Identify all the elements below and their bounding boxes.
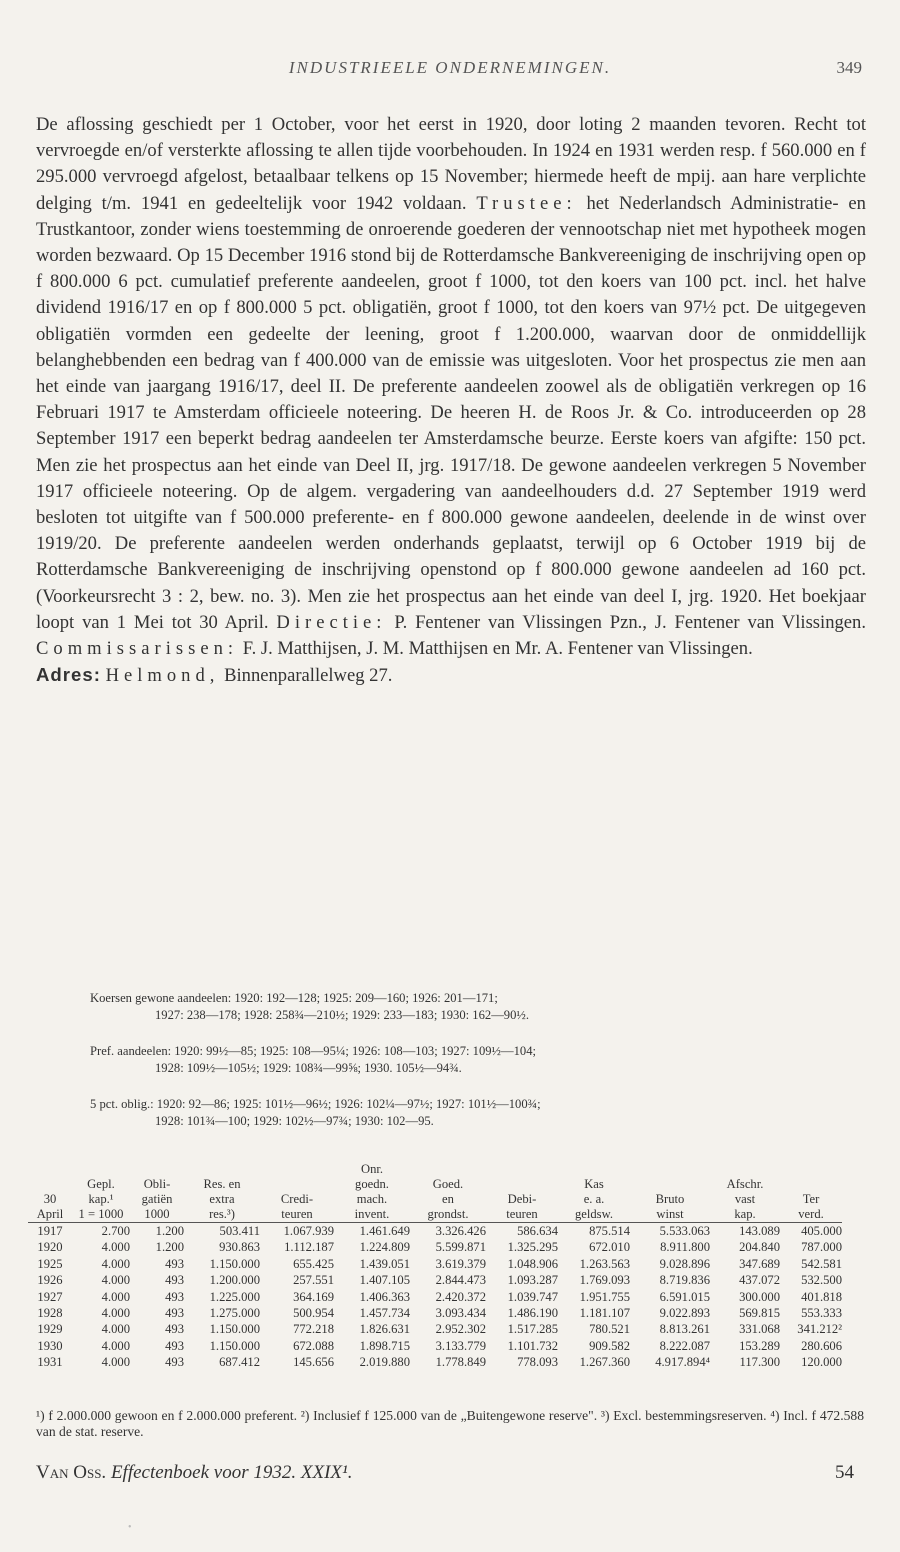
table-cell: 1.826.631 <box>359 1322 410 1337</box>
table-cell: 8.911.800 <box>660 1240 710 1255</box>
table-cell: 1.200 <box>155 1224 184 1238</box>
table-cell: 672.010 <box>589 1240 630 1255</box>
column-header <box>28 1162 72 1223</box>
financial-table <box>28 1162 842 1371</box>
table-cell: 1.898.715 <box>359 1338 410 1353</box>
table-cell: 4.917.894⁴ <box>655 1355 710 1370</box>
quote-line: Pref. aandeelen: 1920: 99½—85; 1925: 108—95¼; 1926: 108—103; 1927: 109½—104; <box>90 1044 536 1058</box>
table-row <box>28 1239 842 1255</box>
column-header <box>558 1162 630 1223</box>
adres-street: Binnenparallelweg 27. <box>224 665 393 687</box>
table-cell: 772.218 <box>293 1322 334 1337</box>
table-cell: 655.425 <box>293 1256 334 1271</box>
table-cell: 1.769.093 <box>579 1273 630 1288</box>
table-cell: 930.863 <box>219 1240 260 1255</box>
column-header-line: Credi- <box>280 1192 314 1206</box>
column-header-line: Gepl. <box>87 1177 115 1191</box>
financial-table-container <box>28 1162 872 1371</box>
column-header-line: geldsw. <box>574 1207 613 1221</box>
table-cell: 5.533.063 <box>659 1224 710 1238</box>
table-cell: 493 <box>165 1306 184 1321</box>
running-title: INDUSTRIEELE ONDERNEMINGEN. <box>288 58 612 77</box>
adres-city: Helmond, <box>105 665 220 687</box>
table-cell: 9.028.896 <box>659 1256 710 1271</box>
table-cell: 1.275.000 <box>209 1306 260 1321</box>
table-cell: 5.599.871 <box>435 1240 486 1255</box>
column-header-line: teuren <box>506 1207 538 1221</box>
table-cell: 2.700 <box>101 1224 130 1238</box>
table-cell: 3.093.434 <box>435 1306 486 1321</box>
table-cell: 909.582 <box>589 1338 630 1353</box>
table-cell: 331.068 <box>739 1322 780 1337</box>
footer-volume: XXIX¹. <box>300 1462 353 1483</box>
table-cell: 1.150.000 <box>209 1322 260 1337</box>
table-row <box>28 1338 842 1354</box>
paragraph-amortisation: De aflossing geschiedt per 1 October, voor het eerst in 1920, door loting 2 maanden tevoren. Recht tot vervroegde en/of versterkte aflossing te allen tijde voorbehouden. In 1924 en 1931 werden resp. f 560.000 en f 295.000 vervroegd afgelost, betaalbaar telkens op 15 November; hiermede heeft de mpij. aan hare verplichte delging t/m. 1941 en gedeeltelijk voor 1942 voldaan. <box>36 114 866 214</box>
column-header-line: vast <box>734 1192 756 1206</box>
quote-pref-aandeelen <box>60 1043 860 1077</box>
year-cell: 1925 <box>37 1256 63 1271</box>
table-cell: 1.093.287 <box>507 1273 558 1288</box>
column-header <box>184 1162 260 1223</box>
column-header-line: mach. <box>356 1192 388 1206</box>
column-header-line: winst <box>656 1207 684 1221</box>
table-cell: 8.813.261 <box>659 1322 710 1337</box>
table-cell: 875.514 <box>589 1224 630 1238</box>
column-header-line: extra <box>209 1192 235 1206</box>
column-header-line: en <box>442 1192 454 1206</box>
table-cell: 4.000 <box>101 1322 130 1337</box>
column-header-line: Kas <box>584 1177 604 1191</box>
table-cell: 1.406.363 <box>359 1289 410 1304</box>
table-cell: 672.088 <box>293 1338 334 1353</box>
table-cell: 1.101.732 <box>507 1338 558 1353</box>
page-number: 349 <box>836 58 862 77</box>
year-cell: 1927 <box>37 1289 63 1304</box>
column-header-line: goedn. <box>355 1177 389 1191</box>
directie-names: P. Fentener van Vlissingen Pzn., J. Fentener van Vlissingen. <box>394 611 866 633</box>
table-cell: 2.420.372 <box>435 1289 486 1304</box>
commissarissen-names: F. J. Matthijsen, J. M. Matthijsen en Mr. A. Fentener van Vlissingen. <box>242 638 753 660</box>
table-cell: 1.267.360 <box>579 1355 630 1370</box>
table-cell: 1.224.809 <box>359 1240 410 1255</box>
price-quotations <box>60 990 860 1149</box>
table-cell: 8.719.836 <box>659 1273 710 1288</box>
column-header-line: Onr. <box>360 1162 384 1176</box>
column-header <box>486 1162 558 1223</box>
table-cell: 2.952.302 <box>435 1322 486 1337</box>
table-cell: 1.150.000 <box>209 1256 260 1271</box>
table-cell: 257.551 <box>293 1273 334 1288</box>
table-cell: 493 <box>165 1273 184 1288</box>
description-paragraph <box>36 112 866 662</box>
quote-line: 1928: 101¾—100; 1929: 102½—97¾; 1930: 102—95. <box>155 1114 434 1128</box>
table-cell: 4.000 <box>101 1256 130 1271</box>
table-row <box>28 1321 842 1337</box>
column-header-line: e. a. <box>583 1192 605 1206</box>
table-cell: 1.200.000 <box>209 1273 260 1288</box>
table-cell: 8.222.087 <box>659 1338 710 1353</box>
table-cell: 405.000 <box>801 1224 842 1238</box>
table-cell: 532.500 <box>801 1273 842 1288</box>
footer-source: Van Oss. <box>36 1462 107 1483</box>
quote-obligaties <box>60 1096 860 1130</box>
table-cell: 4.000 <box>101 1240 130 1255</box>
column-header-line: 1 = 1000 <box>78 1207 124 1221</box>
column-header-line: Ter <box>802 1192 820 1206</box>
page-header <box>0 58 900 88</box>
table-cell: 9.022.893 <box>659 1306 710 1321</box>
table-cell: 1.048.906 <box>507 1256 558 1271</box>
table-cell: 204.840 <box>739 1240 780 1255</box>
column-header-line: kap.¹ <box>88 1192 114 1206</box>
table-cell: 569.815 <box>739 1306 780 1321</box>
table-cell: 1.181.107 <box>579 1306 630 1321</box>
table-cell: 2.019.880 <box>359 1355 410 1370</box>
year-cell: 1930 <box>37 1338 63 1353</box>
footer-book-title: Effectenboek voor 1932. <box>110 1462 297 1483</box>
table-cell: 542.581 <box>801 1256 842 1271</box>
table-cell: 1.486.190 <box>507 1306 558 1321</box>
year-cell: 1926 <box>37 1273 63 1288</box>
table-cell: 1.067.939 <box>283 1224 334 1238</box>
table-cell: 347.689 <box>739 1256 780 1271</box>
table-cell: 493 <box>165 1338 184 1353</box>
column-header-line: 30 <box>43 1192 57 1206</box>
paper-speck: • <box>128 1522 132 1533</box>
table-cell: 1.263.563 <box>579 1256 630 1271</box>
table-cell: 364.169 <box>293 1289 334 1304</box>
column-header <box>410 1162 486 1223</box>
table-header-row <box>28 1162 842 1223</box>
quote-line: 1927: 238—178; 1928: 258¾—210½; 1929: 233—183; 1930: 162—90½. <box>155 1008 529 1022</box>
year-cell: 1931 <box>37 1355 63 1370</box>
column-header <box>72 1162 130 1223</box>
table-cell: 1.112.187 <box>284 1240 334 1255</box>
column-header-line: kap. <box>734 1207 756 1221</box>
directie-label: Directie: <box>276 611 387 633</box>
table-cell: 1.461.649 <box>359 1224 410 1238</box>
table-cell: 500.954 <box>293 1306 334 1321</box>
table-cell: 1.457.734 <box>359 1306 410 1321</box>
column-header-line: Debi- <box>507 1192 537 1206</box>
table-cell: 787.000 <box>801 1240 842 1255</box>
quote-line: 1928: 109½—105½; 1929: 108¾—99⅝; 1930. 105½—94¾. <box>155 1061 462 1075</box>
column-header <box>130 1162 184 1223</box>
table-cell: 145.656 <box>293 1355 334 1370</box>
table-row <box>28 1354 842 1370</box>
column-header-line: gatiën <box>141 1192 173 1206</box>
table-cell: 780.521 <box>589 1322 630 1337</box>
table-cell: 4.000 <box>101 1289 130 1304</box>
table-cell: 1.150.000 <box>209 1338 260 1353</box>
column-header <box>630 1162 710 1223</box>
table-cell: 586.634 <box>517 1224 558 1238</box>
table-cell: 300.000 <box>739 1289 780 1304</box>
year-cell: 1920 <box>37 1240 63 1255</box>
table-cell: 3.326.426 <box>435 1224 486 1238</box>
commissarissen-label: Commissarissen: <box>36 638 239 660</box>
table-cell: 280.606 <box>801 1338 842 1353</box>
quote-gewone-aandeelen <box>60 990 860 1024</box>
table-cell: 493 <box>165 1256 184 1271</box>
adres-label: Adres: <box>36 664 101 686</box>
table-cell: 1.200 <box>155 1240 184 1255</box>
column-header <box>334 1162 410 1223</box>
column-header <box>780 1162 842 1223</box>
table-cell: 117.300 <box>739 1355 780 1370</box>
table-cell: 341.212² <box>797 1322 842 1337</box>
table-cell: 687.412 <box>219 1355 260 1370</box>
column-header-line: Bruto <box>655 1192 685 1206</box>
column-header <box>260 1162 334 1223</box>
table-cell: 4.000 <box>101 1338 130 1353</box>
footnotes: ¹) f 2.000.000 gewoon en f 2.000.000 preferent. ²) Inclusief f 125.000 van de „Buitengewone reserve". ³) Excl. bestemmingsreserven. ⁴) Incl. f 472.588 van de stat. reserve. <box>36 1408 864 1439</box>
column-header-line: invent. <box>354 1207 390 1221</box>
column-header-line: Res. en <box>203 1177 241 1191</box>
table-cell: 401.818 <box>801 1289 842 1304</box>
table-cell: 3.133.779 <box>435 1338 486 1353</box>
table-cell: 493 <box>165 1322 184 1337</box>
trustee-label: Trustee: <box>476 192 577 214</box>
table-cell: 1.439.051 <box>359 1256 410 1271</box>
table-cell: 1.951.755 <box>579 1289 630 1304</box>
table-cell: 120.000 <box>801 1355 842 1370</box>
column-header-line: verd. <box>798 1207 824 1221</box>
table-cell: 1.039.747 <box>507 1289 558 1304</box>
table-cell: 1.407.105 <box>359 1273 410 1288</box>
table-cell: 4.000 <box>101 1273 130 1288</box>
table-row <box>28 1305 842 1321</box>
table-cell: 3.619.379 <box>435 1256 486 1271</box>
table-cell: 143.089 <box>739 1224 780 1238</box>
table-row <box>28 1223 842 1240</box>
table-cell: 1.517.285 <box>507 1322 558 1337</box>
column-header-line: April <box>36 1207 64 1221</box>
table-cell: 553.333 <box>801 1306 842 1321</box>
column-header-line: 1000 <box>144 1207 170 1221</box>
table-cell: 1.325.295 <box>507 1240 558 1255</box>
year-cell: 1917 <box>37 1224 63 1238</box>
footer-sheet-number: 54 <box>835 1462 854 1483</box>
column-header-line: Afschr. <box>726 1177 764 1191</box>
table-cell: 493 <box>165 1355 184 1370</box>
table-cell: 493 <box>165 1289 184 1304</box>
paragraph-trustee-history: het Nederlandsch Administratie- en Trustkantoor, zonder wiens toestemming de onroerende goederen der vennootschap niet met hypotheek mogen worden bezwaard. Op 15 December 1916 stond bij de Rotterdamsche Bankvereeniging de inschrijving open op f 800.000 6 pct. cumulatief preferente aandeelen, groot f 1000, tot den koers van 100 pct. incl. het halve dividend 1916/17 en op f 800.000 5 pct. obligatiën, groot f 1000, tot den koers van 97½ pct. De uitgegeven obligatiën vormden een gedeelte der leening, groot f 1.200.000, waarvan door de onmiddellijk belanghebbenden een bedrag van f 400.000 van de emissie was uitgesloten. Voor het prospectus zie men aan het einde van jaargang 1916/17, deel II. De preferente aandeelen zoowel als de obligatiën verkregen op 16 Februari 1917 te Amsterdam officieele noteering. De heeren H. de Roos Jr. & Co. introduceerden op 28 September 1917 een beperkt bedrag aandeelen ter Amsterdamsche beurze. Eerste koers van afgifte: 150 pct. Men zie het prospectus aan het einde van Deel II, jrg. 1917/18. De gewone aandeelen verkregen 5 November 1917 officieele noteering. Op de algem. vergadering van aandeelhouders d.d. 27 September 1919 werd besloten tot uitgifte van f 500.000 preferente- en f 800.000 gewone aandeelen, deelende in de winst over 1919/20. De preferente aandeelen werden onderhands geplaatst, terwijl op 6 October 1919 bij de Rotterdamsche Bankvereeniging de inschrijving openstond op f 800.000 gewone aandeelen ad 160 pct. (Voorkeursrecht 3 : 2, bew. no. 3). Men zie het prospectus aan het einde van deel I, jrg. 1920. Het boekjaar loopt van 1 Mei tot 30 April. <box>36 192 866 633</box>
quote-line: Koersen gewone aandeelen: 1920: 192—128; 1925: 209—160; 1926: 201—171; <box>90 991 498 1005</box>
table-cell: 1.225.000 <box>209 1289 260 1304</box>
table-cell: 778.093 <box>517 1355 558 1370</box>
table-cell: 6.591.015 <box>659 1289 710 1304</box>
column-header-line: grondst. <box>427 1207 469 1221</box>
table-cell: 4.000 <box>101 1355 130 1370</box>
table-cell: 437.072 <box>739 1273 780 1288</box>
table-cell: 2.844.473 <box>435 1273 486 1288</box>
column-header-line: Goed. <box>432 1177 464 1191</box>
quote-line: 5 pct. oblig.: 1920: 92—86; 1925: 101½—96½; 1926: 102¼—97½; 1927: 101½—100¾; <box>90 1097 541 1111</box>
column-header-line: Obli- <box>143 1177 171 1191</box>
table-row <box>28 1256 842 1272</box>
table-row <box>28 1289 842 1305</box>
table-cell: 153.289 <box>739 1338 780 1353</box>
column-header-line: teuren <box>281 1207 313 1221</box>
page-footer <box>36 1462 864 1484</box>
table-cell: 503.411 <box>219 1224 260 1238</box>
year-cell: 1929 <box>37 1322 63 1337</box>
column-header <box>710 1162 780 1223</box>
table-cell: 4.000 <box>101 1306 130 1321</box>
table-cell: 1.778.849 <box>435 1355 486 1370</box>
table-row <box>28 1272 842 1288</box>
column-header-line: res.³) <box>209 1207 235 1221</box>
table-body <box>28 1223 842 1371</box>
company-description <box>36 112 866 689</box>
year-cell: 1928 <box>37 1306 63 1321</box>
address-line <box>36 662 866 689</box>
